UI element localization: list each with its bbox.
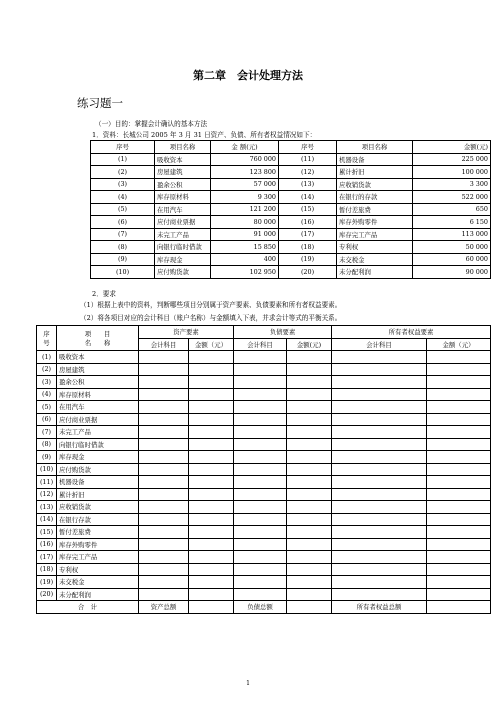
row-amount: 522 000 xyxy=(413,191,491,204)
row-item-name: 应付商业票据 xyxy=(155,216,211,229)
total-assets-label: 资产总额 xyxy=(139,601,189,614)
equity-amount-cell xyxy=(427,551,491,564)
row-seq: (3) xyxy=(91,178,155,191)
row-seq: (9) xyxy=(37,451,57,464)
liabilities-amount-cell xyxy=(287,476,332,489)
row-seq: (2) xyxy=(37,363,57,376)
assets-amount-cell xyxy=(189,488,234,501)
requirement-2: （2）将各项目对应的会计科目（账户名称）与金额填入下表，并求会计等式的平衡关系。 xyxy=(80,314,342,322)
row-item-name: 应收销货款 xyxy=(337,178,413,191)
subcolumn-header: 金额（元） xyxy=(189,338,234,351)
liabilities-amount-cell xyxy=(287,438,332,451)
row-item-name: 在银行的存款 xyxy=(337,191,413,204)
row-seq: (9) xyxy=(91,253,155,266)
liabilities-account-cell xyxy=(234,438,287,451)
assets-amount-cell xyxy=(189,363,234,376)
row-seq: (13) xyxy=(37,501,57,514)
row-seq: (11) xyxy=(279,153,337,166)
row-item-name: 向银行临时借款 xyxy=(155,241,211,254)
liabilities-account-cell xyxy=(234,351,287,364)
row-item-name: 在用汽车 xyxy=(155,203,211,216)
row-seq: (18) xyxy=(279,241,337,254)
liabilities-amount-cell xyxy=(287,376,332,389)
equity-amount-cell xyxy=(427,563,491,576)
row-seq: (6) xyxy=(91,216,155,229)
assets-account-cell xyxy=(139,451,189,464)
row-seq: (1) xyxy=(91,153,155,166)
table-row xyxy=(37,463,491,476)
row-item-name: 库存完工产品 xyxy=(337,228,413,241)
total-label: 合 计 xyxy=(37,601,139,614)
assets-amount-cell xyxy=(189,588,234,601)
row-seq: (16) xyxy=(279,216,337,229)
row-item-name: 吸收资本 xyxy=(57,351,139,364)
row-seq: (7) xyxy=(37,426,57,439)
equity-account-cell xyxy=(332,438,427,451)
assets-amount-cell xyxy=(189,576,234,589)
row-seq: (19) xyxy=(37,576,57,589)
row-item-name: 未完工产品 xyxy=(57,426,139,439)
row-seq: (17) xyxy=(279,228,337,241)
liabilities-account-cell xyxy=(234,576,287,589)
assets-account-cell xyxy=(139,388,189,401)
column-header: 序号 xyxy=(279,141,337,154)
assets-amount-cell xyxy=(189,551,234,564)
assets-amount-cell xyxy=(189,388,234,401)
equity-account-cell xyxy=(332,551,427,564)
requirement-1: （1）根据上表中的资料，判断哪些项目分别属于资产要素、负债要素和所有者权益要素。 xyxy=(80,301,342,309)
item-header xyxy=(57,326,139,351)
row-seq: (17) xyxy=(37,551,57,564)
liabilities-account-cell xyxy=(234,451,287,464)
equity-amount-cell xyxy=(427,451,491,464)
assets-account-cell xyxy=(139,351,189,364)
row-item-name: 在用汽车 xyxy=(57,401,139,414)
liabilities-account-cell xyxy=(234,463,287,476)
row-seq: (1) xyxy=(37,351,57,364)
equity-account-cell xyxy=(332,351,427,364)
row-seq: (14) xyxy=(279,191,337,204)
assets-account-cell xyxy=(139,426,189,439)
row-amount: 80 000 xyxy=(211,216,279,229)
assets-amount-cell xyxy=(189,351,234,364)
equity-amount-cell xyxy=(427,526,491,539)
total-liabilities-label: 负债总额 xyxy=(234,601,287,614)
row-amount: 400 xyxy=(211,253,279,266)
row-item-name: 盈余公积 xyxy=(155,178,211,191)
table-row xyxy=(91,228,491,241)
equity-amount-cell xyxy=(427,438,491,451)
liabilities-amount-cell xyxy=(287,576,332,589)
table-row xyxy=(37,576,491,589)
row-item-name: 暂付差旅费 xyxy=(57,526,139,539)
row-amount: 15 850 xyxy=(211,241,279,254)
liabilities-account-cell xyxy=(234,563,287,576)
liabilities-amount-cell xyxy=(287,351,332,364)
table-header-row xyxy=(37,326,491,339)
row-seq: (2) xyxy=(91,166,155,179)
table-row xyxy=(37,513,491,526)
table-row xyxy=(37,538,491,551)
row-amount: 91 000 xyxy=(211,228,279,241)
equity-amount-cell xyxy=(427,463,491,476)
row-amount: 60 000 xyxy=(413,253,491,266)
table-row xyxy=(91,241,491,254)
liabilities-account-cell xyxy=(234,426,287,439)
table-row xyxy=(37,351,491,364)
liabilities-amount-cell xyxy=(287,551,332,564)
row-amount: 121 200 xyxy=(211,203,279,216)
row-seq: (13) xyxy=(279,178,337,191)
row-item-name: 房屋建筑 xyxy=(57,363,139,376)
row-item-name: 吸收资本 xyxy=(155,153,211,166)
liabilities-account-cell xyxy=(234,501,287,514)
assets-account-cell xyxy=(139,376,189,389)
table-row xyxy=(37,388,491,401)
liabilities-account-cell xyxy=(234,376,287,389)
section-title: 练习题一 xyxy=(77,96,123,110)
equity-amount-cell xyxy=(427,576,491,589)
row-item-name: 库存原材料 xyxy=(57,388,139,401)
column-header: 序号 xyxy=(91,141,155,154)
equity-account-cell xyxy=(332,426,427,439)
table-row xyxy=(37,588,491,601)
row-amount: 6 150 xyxy=(413,216,491,229)
assets-account-cell xyxy=(139,576,189,589)
table-row xyxy=(37,563,491,576)
row-item-name: 暂付差旅费 xyxy=(337,203,413,216)
row-item-name: 库存现金 xyxy=(155,253,211,266)
subcolumn-header: 金额（元） xyxy=(427,338,491,351)
subcolumn-header: 会计科目 xyxy=(234,338,287,351)
row-amount: 90 000 xyxy=(413,266,491,279)
row-seq: (15) xyxy=(37,526,57,539)
table-row xyxy=(91,216,491,229)
row-amount: 650 xyxy=(413,203,491,216)
equity-amount-cell xyxy=(427,538,491,551)
row-amount: 225 000 xyxy=(413,153,491,166)
table-row xyxy=(37,551,491,564)
assets-account-cell xyxy=(139,538,189,551)
table-row xyxy=(37,476,491,489)
assets-account-cell xyxy=(139,526,189,539)
row-seq: (18) xyxy=(37,563,57,576)
assets-account-cell xyxy=(139,551,189,564)
row-amount: 50 000 xyxy=(413,241,491,254)
equity-account-cell xyxy=(332,576,427,589)
row-item-name: 未分配利润 xyxy=(337,266,413,279)
liabilities-account-cell xyxy=(234,401,287,414)
classification-table xyxy=(36,325,491,614)
row-item-name: 应付购货款 xyxy=(57,463,139,476)
equity-amount-cell xyxy=(427,351,491,364)
seq-header-bottom: 号 xyxy=(43,339,50,347)
item-header-bottom: 名 称 xyxy=(84,339,111,347)
equity-amount-cell xyxy=(427,513,491,526)
purpose-text: （一）目的：掌握会计确认的基本方法 xyxy=(95,120,208,128)
row-item-name: 专利权 xyxy=(57,563,139,576)
assets-amount-cell xyxy=(189,413,234,426)
equity-amount-cell xyxy=(427,476,491,489)
assets-account-cell xyxy=(139,588,189,601)
item-header-top: 项 目 xyxy=(84,330,111,338)
equity-amount-cell xyxy=(427,426,491,439)
table-row xyxy=(37,501,491,514)
row-item-name: 未完工产品 xyxy=(155,228,211,241)
liabilities-amount-cell xyxy=(287,388,332,401)
row-amount: 100 000 xyxy=(413,166,491,179)
row-amount: 102 950 xyxy=(211,266,279,279)
equity-account-cell xyxy=(332,538,427,551)
table-row xyxy=(37,488,491,501)
table-row xyxy=(91,153,491,166)
row-seq: (7) xyxy=(91,228,155,241)
column-header: 金 额(元) xyxy=(211,141,279,154)
row-seq: (8) xyxy=(91,241,155,254)
liabilities-account-cell xyxy=(234,551,287,564)
total-equity-label: 所有者权益总额 xyxy=(332,601,427,614)
liabilities-amount-cell xyxy=(287,588,332,601)
liabilities-account-cell xyxy=(234,413,287,426)
liabilities-account-cell xyxy=(234,388,287,401)
subcolumn-header: 会计科目 xyxy=(139,338,189,351)
liabilities-amount-cell xyxy=(287,526,332,539)
liabilities-amount-cell xyxy=(287,413,332,426)
row-item-name: 应付商业票据 xyxy=(57,413,139,426)
assets-amount-cell xyxy=(189,376,234,389)
chapter-title: 第二章 会计处理方法 xyxy=(193,69,303,82)
table-row xyxy=(91,266,491,279)
assets-amount-cell xyxy=(189,401,234,414)
page-number: 1 xyxy=(246,680,250,687)
assets-account-cell xyxy=(139,401,189,414)
row-item-name: 向银行临时借款 xyxy=(57,438,139,451)
equity-amount-cell xyxy=(427,363,491,376)
row-seq: (6) xyxy=(37,413,57,426)
liabilities-amount-cell xyxy=(287,488,332,501)
row-item-name: 应付购货款 xyxy=(155,266,211,279)
total-liabilities-value xyxy=(287,601,332,614)
equity-account-cell xyxy=(332,451,427,464)
liabilities-account-cell xyxy=(234,526,287,539)
table-row xyxy=(37,376,491,389)
assets-account-cell xyxy=(139,438,189,451)
assets-amount-cell xyxy=(189,501,234,514)
column-header: 金额(元) xyxy=(413,141,491,154)
row-seq: (12) xyxy=(37,488,57,501)
equity-amount-cell xyxy=(427,376,491,389)
row-seq: (14) xyxy=(37,513,57,526)
row-item-name: 应收销货款 xyxy=(57,501,139,514)
table-row xyxy=(37,363,491,376)
liabilities-amount-cell xyxy=(287,538,332,551)
row-item-name: 库存外购零件 xyxy=(337,216,413,229)
liabilities-account-cell xyxy=(234,363,287,376)
table-row xyxy=(37,413,491,426)
row-item-name: 库存原材料 xyxy=(155,191,211,204)
row-amount: 760 000 xyxy=(211,153,279,166)
equity-amount-cell xyxy=(427,413,491,426)
equity-account-cell xyxy=(332,588,427,601)
row-seq: (10) xyxy=(37,463,57,476)
row-amount: 9 300 xyxy=(211,191,279,204)
row-seq: (11) xyxy=(37,476,57,489)
row-seq: (5) xyxy=(37,401,57,414)
table-row xyxy=(37,451,491,464)
liabilities-amount-cell xyxy=(287,563,332,576)
equity-account-cell xyxy=(332,501,427,514)
equity-account-cell xyxy=(332,526,427,539)
total-assets-value xyxy=(189,601,234,614)
row-amount: 123 800 xyxy=(211,166,279,179)
liabilities-account-cell xyxy=(234,513,287,526)
liabilities-amount-cell xyxy=(287,363,332,376)
row-seq: (4) xyxy=(37,388,57,401)
total-row xyxy=(37,601,491,614)
table-row xyxy=(37,438,491,451)
row-item-name: 累计折旧 xyxy=(337,166,413,179)
liabilities-amount-cell xyxy=(287,501,332,514)
equity-account-cell xyxy=(332,488,427,501)
row-amount: 57 000 xyxy=(211,178,279,191)
equity-account-cell xyxy=(332,401,427,414)
table-row xyxy=(91,203,491,216)
equity-amount-cell xyxy=(427,388,491,401)
equity-account-cell xyxy=(332,513,427,526)
row-item-name: 在银行存款 xyxy=(57,513,139,526)
assets-account-cell xyxy=(139,413,189,426)
row-seq: (3) xyxy=(37,376,57,389)
liabilities-account-cell xyxy=(234,488,287,501)
equity-account-cell xyxy=(332,388,427,401)
equity-amount-cell xyxy=(427,488,491,501)
row-item-name: 未交税金 xyxy=(337,253,413,266)
assets-account-cell xyxy=(139,501,189,514)
liabilities-account-cell xyxy=(234,476,287,489)
table-row xyxy=(91,191,491,204)
row-item-name: 盈余公积 xyxy=(57,376,139,389)
column-header: 项目名称 xyxy=(337,141,413,154)
row-item-name: 库存外购零件 xyxy=(57,538,139,551)
total-equity-value xyxy=(427,601,491,614)
equity-group-header: 所有者权益要素 xyxy=(332,326,491,339)
row-item-name: 未分配利润 xyxy=(57,588,139,601)
assets-amount-cell xyxy=(189,438,234,451)
assets-account-cell xyxy=(139,463,189,476)
equity-amount-cell xyxy=(427,588,491,601)
row-seq: (5) xyxy=(91,203,155,216)
liabilities-amount-cell xyxy=(287,463,332,476)
assets-amount-cell xyxy=(189,451,234,464)
assets-account-cell xyxy=(139,476,189,489)
equity-amount-cell xyxy=(427,401,491,414)
liabilities-amount-cell xyxy=(287,426,332,439)
liabilities-amount-cell xyxy=(287,401,332,414)
assets-amount-cell xyxy=(189,426,234,439)
subcolumn-header: 会计科目 xyxy=(332,338,427,351)
row-item-name: 累计折旧 xyxy=(57,488,139,501)
row-seq: (15) xyxy=(279,203,337,216)
row-amount: 3 300 xyxy=(413,178,491,191)
equity-account-cell xyxy=(332,376,427,389)
row-amount: 113 000 xyxy=(413,228,491,241)
assets-amount-cell xyxy=(189,563,234,576)
equity-amount-cell xyxy=(427,501,491,514)
table-header-row xyxy=(91,141,491,154)
row-seq: (16) xyxy=(37,538,57,551)
table-row xyxy=(37,526,491,539)
assets-account-cell xyxy=(139,363,189,376)
equity-account-cell xyxy=(332,476,427,489)
liabilities-account-cell xyxy=(234,538,287,551)
requirement-heading: 2．要求 xyxy=(92,290,116,298)
row-item-name: 库存完工产品 xyxy=(57,551,139,564)
row-item-name: 机器设备 xyxy=(337,153,413,166)
table-row xyxy=(91,178,491,191)
equity-account-cell xyxy=(332,363,427,376)
row-seq: (8) xyxy=(37,438,57,451)
row-seq: (20) xyxy=(37,588,57,601)
assets-group-header: 资产要素 xyxy=(139,326,234,339)
seq-header-top: 序 xyxy=(43,330,50,338)
assets-account-cell xyxy=(139,513,189,526)
equity-account-cell xyxy=(332,463,427,476)
liabilities-amount-cell xyxy=(287,513,332,526)
material-text: 1．资料：长城公司 2005 年 3 月 31 日资产、负债、所有者权益情况如下： xyxy=(92,131,317,139)
assets-amount-cell xyxy=(189,538,234,551)
table-row xyxy=(91,253,491,266)
assets-amount-cell xyxy=(189,526,234,539)
liabilities-account-cell xyxy=(234,588,287,601)
assets-amount-cell xyxy=(189,476,234,489)
subcolumn-header: 金额(元) xyxy=(287,338,332,351)
row-item-name: 机器设备 xyxy=(57,476,139,489)
row-seq: (19) xyxy=(279,253,337,266)
row-seq: (10) xyxy=(91,266,155,279)
table-row xyxy=(37,426,491,439)
seq-header xyxy=(37,326,57,351)
row-item-name: 未交税金 xyxy=(57,576,139,589)
row-item-name: 房屋建筑 xyxy=(155,166,211,179)
assets-amount-cell xyxy=(189,513,234,526)
row-item-name: 专利权 xyxy=(337,241,413,254)
row-item-name: 库存现金 xyxy=(57,451,139,464)
column-header: 项目名称 xyxy=(155,141,211,154)
liabilities-amount-cell xyxy=(287,451,332,464)
equity-account-cell xyxy=(332,413,427,426)
row-seq: (12) xyxy=(279,166,337,179)
table-row xyxy=(37,401,491,414)
assets-account-cell xyxy=(139,488,189,501)
equity-account-cell xyxy=(332,563,427,576)
assets-account-cell xyxy=(139,563,189,576)
balance-data-table xyxy=(90,140,491,279)
row-seq: (4) xyxy=(91,191,155,204)
table-row xyxy=(91,166,491,179)
liabilities-group-header: 负债要素 xyxy=(234,326,332,339)
row-seq: (20) xyxy=(279,266,337,279)
assets-amount-cell xyxy=(189,463,234,476)
